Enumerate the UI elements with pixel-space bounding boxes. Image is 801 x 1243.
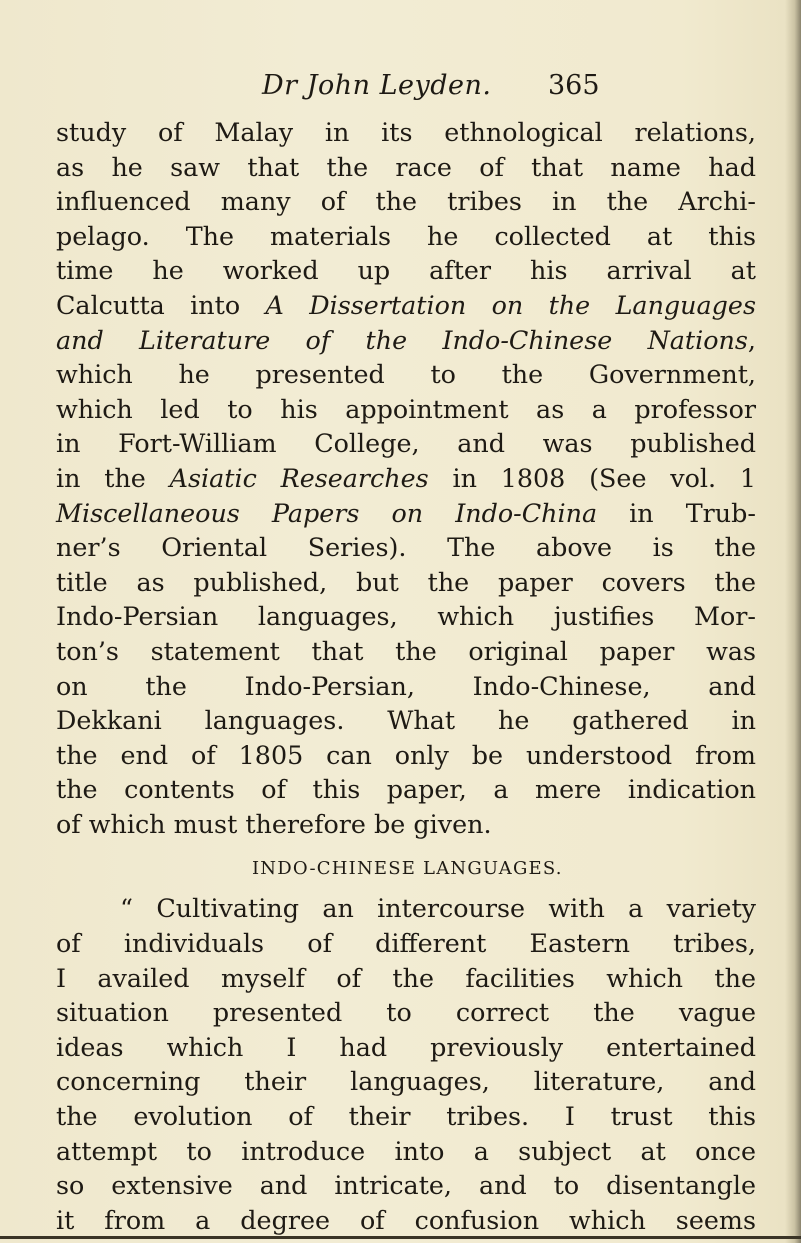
body-text (56, 115, 756, 1237)
paragraph-1 (56, 115, 756, 841)
text-line: in Fort-William College, and was published (56, 428, 756, 459)
text-line: ideas which I had previously entertained (56, 1031, 756, 1062)
italic-title: and Literature of the Indo-Chinese Nations (56, 324, 748, 355)
running-head (0, 70, 801, 110)
text-line: situation presented to correct the vague (56, 997, 756, 1028)
text-line: pelago. The materials he collected at this (56, 220, 756, 251)
text-line: ton’s statement that the original paper was (56, 635, 756, 666)
page-edge-shadow (785, 0, 801, 1243)
text-line: influenced many of the tribes in the Archi- (56, 186, 756, 217)
italic-title: Asiatic Researches (169, 462, 429, 493)
text-line: attempt to introduce into a subject at once (56, 1135, 756, 1166)
text-line: the end of 1805 can only be understood from (56, 739, 756, 770)
text-line: it from a degree of confusion which seems (56, 1204, 756, 1235)
text-line: concerning their languages, literature, and (56, 1066, 756, 1097)
text-line: study of Malay in its ethnological relations, (56, 117, 756, 147)
text-line: Indo-Persian languages, which justifies Mor- (56, 601, 756, 632)
text-line: of individuals of different Eastern tribes, (56, 928, 756, 959)
page-number: 365 (548, 70, 600, 101)
text-line: Calcutta into A Dissertation on the Languages (56, 289, 756, 320)
text-line: Dekkani languages. What he gathered in (56, 705, 756, 736)
bottom-rule (0, 1236, 801, 1239)
text-line: so extensive and intricate, and to disentangle (56, 1170, 756, 1201)
text-line: I availed myself of the facilities which the (56, 962, 756, 993)
text-line: as he saw that the race of that name had (56, 151, 756, 182)
text-line: and Literature of the Indo-Chinese Nations, (56, 324, 756, 355)
text-line: on the Indo-Persian, Indo-Chinese, and (56, 670, 756, 701)
text-line: of which must therefore be given. (56, 808, 492, 839)
paragraph-2 (56, 891, 756, 1237)
text-line: the contents of this paper, a mere indication (56, 774, 756, 805)
text-line: title as published, but the paper covers the (56, 566, 756, 597)
text-line: time he worked up after his arrival at (56, 255, 756, 286)
text-line: “ Cultivating an intercourse with a variety (120, 893, 756, 924)
section-heading: INDO-CHINESE LANGUAGES. (252, 858, 563, 880)
text-line: Miscellaneous Papers on Indo-China in Trub- (56, 497, 756, 528)
italic-title: Miscellaneous Papers on Indo-China (56, 497, 598, 528)
text-line: the evolution of their tribes. I trust this (56, 1101, 756, 1132)
text-line: in the Asiatic Researches in 1808 (See vol. 1 (56, 462, 757, 493)
text-line: ner’s Oriental Series). The above is the (56, 532, 756, 563)
running-title: Dr John Leyden. (262, 70, 492, 101)
text-line: which led to his appointment as a professor (56, 393, 756, 424)
text-line: which he presented to the Government, (56, 359, 756, 390)
italic-title: A Dissertation on the Languages (265, 289, 756, 320)
